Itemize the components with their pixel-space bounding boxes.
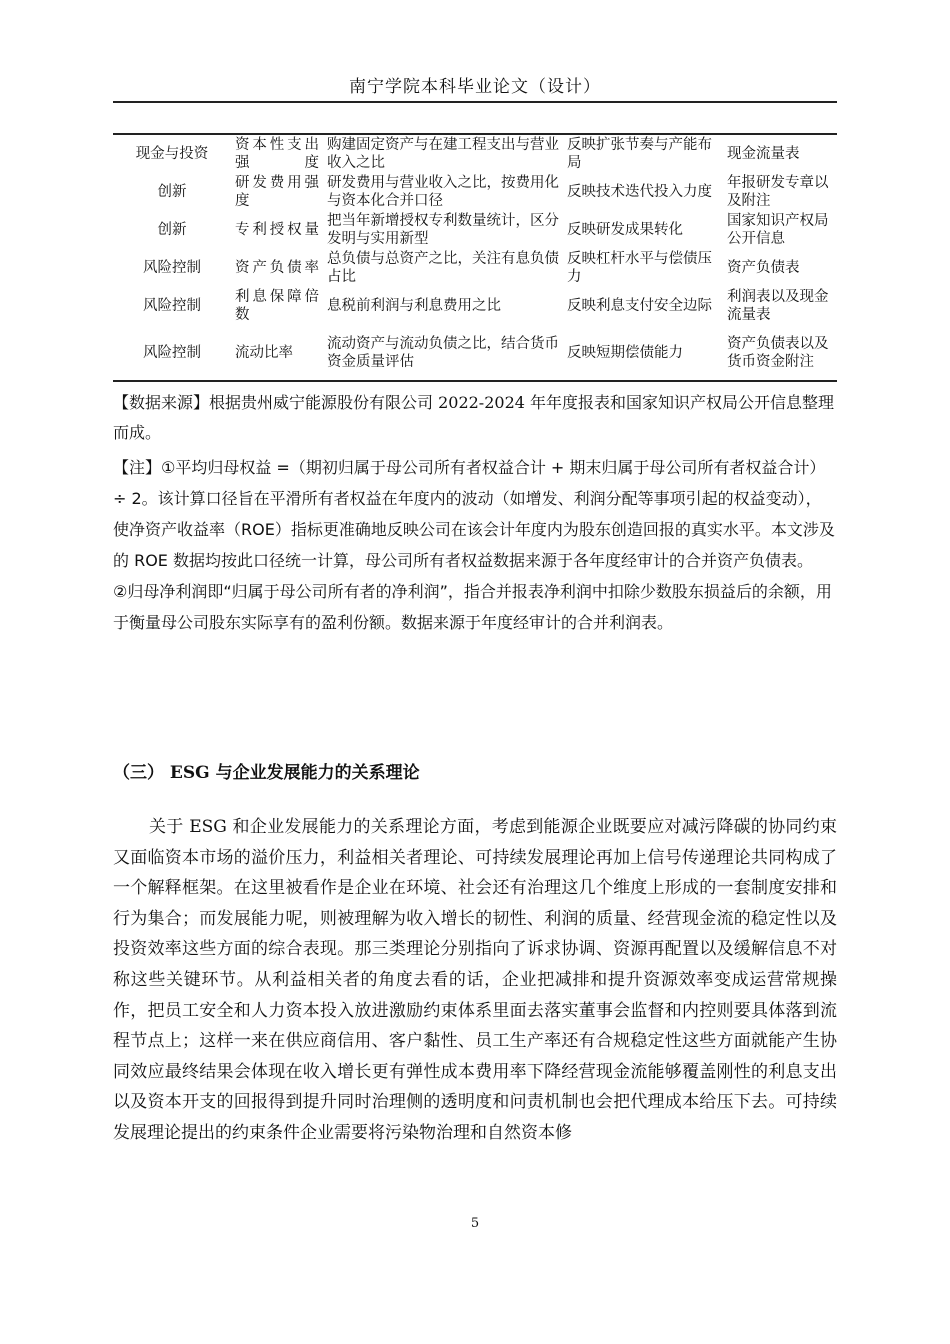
table-cell: 总负债与总资产之比，关注有息负债占比	[327, 251, 559, 285]
page-header-title: 南宁学院本科毕业论文（设计）	[349, 77, 601, 97]
table-cell: 反映短期偿债能力	[567, 344, 683, 361]
footnotes	[113, 452, 837, 638]
table-cell: 国家知识产权局公开信息	[727, 213, 829, 247]
data-source-text: 【数据来源】根据贵州威宁能源股份有限公司 2022-2024 年年度报表和国家知识产权局公开信息整理而成。	[113, 393, 835, 442]
table-cell: 风险控制	[143, 298, 201, 314]
table-cell: 研发费用与营业收入之比，按费用化与资本化合并口径	[327, 175, 559, 209]
table-cell: 反映研发成果转化	[567, 222, 683, 238]
header-rule	[113, 101, 837, 103]
table-cell: 息税前利润与利息费用之比	[327, 298, 501, 314]
table-cell: 资产负债率	[235, 260, 319, 276]
footnote-2: ②归母净利润即“归属于母公司所有者的净利润”，指合并报表净利润中扣除少数股东损益后的余额，用于衡量母公司股东实际享有的盈利份额。数据来源于年度经审计的合并利润表。	[113, 582, 832, 632]
table-cell: 利润表以及现金流量表	[727, 289, 829, 323]
table-cell: 利息保障倍数	[235, 289, 319, 323]
table-cell: 反映杠杆水平与偿债压力	[567, 251, 712, 285]
table-cell: 资产负债表	[727, 260, 800, 276]
body-paragraph: 关于 ESG 和企业发展能力的关系理论方面，考虑到能源企业既要应对减污降碳的协同约束又面临资本市场的溢价压力，利益相关者理论、可持续发展理论再加上信号传递理论共同构成了一个解释框架。在这里被看作是企业在环境、社会还有治理这几个维度上形成的一套制度安排和行为集合；而发展能力呢，则被理解为收入增长的韧性、利润的质量、经营现金流的稳定性以及投资效率这些方面的综合表现。那三类理论分别指向了诉求协调、资源再配置以及缓解信息不对称这些关键环节。从利益相关者的角度去看的话，企业把减排和提升资源效率变成运营常规操作，把员工安全和人力资本投入放进激励约束体系里面去落实董事会监督和内控则要具体落到流程节点上；这样一来在供应商信用、客户黏性、员工生产率还有合规稳定性这些方面就能产生协同效应最终结果会体现在收入增长更有弹性成本费用率下降经营现金流能够覆盖刚性的利息支出以及资本开支的回报得到提升同时治理侧的透明度和问责机制也会把代理成本给压下去。可持续发展理论提出的约束条件企业需要将污染物治理和自然资本修	[113, 817, 837, 1143]
table-row	[113, 134, 837, 173]
table-cell: 现金与投资	[135, 146, 209, 162]
table-cell: 流动比率	[235, 344, 293, 361]
table-cell: 反映扩张节奏与产能布局	[567, 137, 712, 171]
table-cell: 创新	[157, 222, 187, 238]
section-heading: （三） ESG 与企业发展能力的关系理论	[113, 763, 420, 783]
table-cell: 购建固定资产与在建工程支出与营业收入之比	[327, 137, 559, 171]
footnote-1: 【注】①平均归母权益 =（期初归属于母公司所有者权益合计 + 期末归属于母公司所有者权益合计）÷ 2。该计算口径旨在平滑所有者权益在年度内的波动（如增发、利润分配等事项引起的权益变动），使净资产收益率（ROE）指标更准确地反映公司在该会计年度内为股东创造回报的真实水平。本文涉及的 ROE 数据均按此口径统一计算，母公司所有者权益数据来源于各年度经审计的合并资产负债表。	[113, 458, 835, 570]
page-number: 5	[470, 1216, 480, 1231]
table-row	[113, 173, 837, 211]
table-cell: 研发费用强度	[235, 175, 319, 209]
table-row	[113, 211, 837, 249]
table-cell: 创新	[157, 184, 187, 200]
table-cell: 现金流量表	[727, 146, 800, 162]
table-cell: 资产负债表以及货币资金附注	[727, 335, 829, 370]
table-row	[113, 249, 837, 287]
table-row	[113, 325, 837, 381]
table-cell: 把当年新增授权专利数量统计，区分发明与实用新型	[327, 213, 559, 247]
table-row	[113, 287, 837, 325]
data-source-note	[113, 388, 837, 448]
table-cell: 反映技术迭代投入力度	[567, 184, 712, 200]
table-cell: 风险控制	[143, 260, 201, 276]
table-cell: 资本性支出强度	[235, 137, 319, 171]
table-cell: 年报研发专章以及附注	[727, 175, 829, 209]
table-cell: 反映利息支付安全边际	[567, 298, 712, 314]
table-cell: 风险控制	[143, 344, 201, 361]
indicator-table	[113, 133, 837, 382]
table-cell: 专利授权量	[235, 222, 319, 238]
table-cell: 流动资产与流动负债之比，结合货币资金质量评估	[327, 335, 559, 370]
